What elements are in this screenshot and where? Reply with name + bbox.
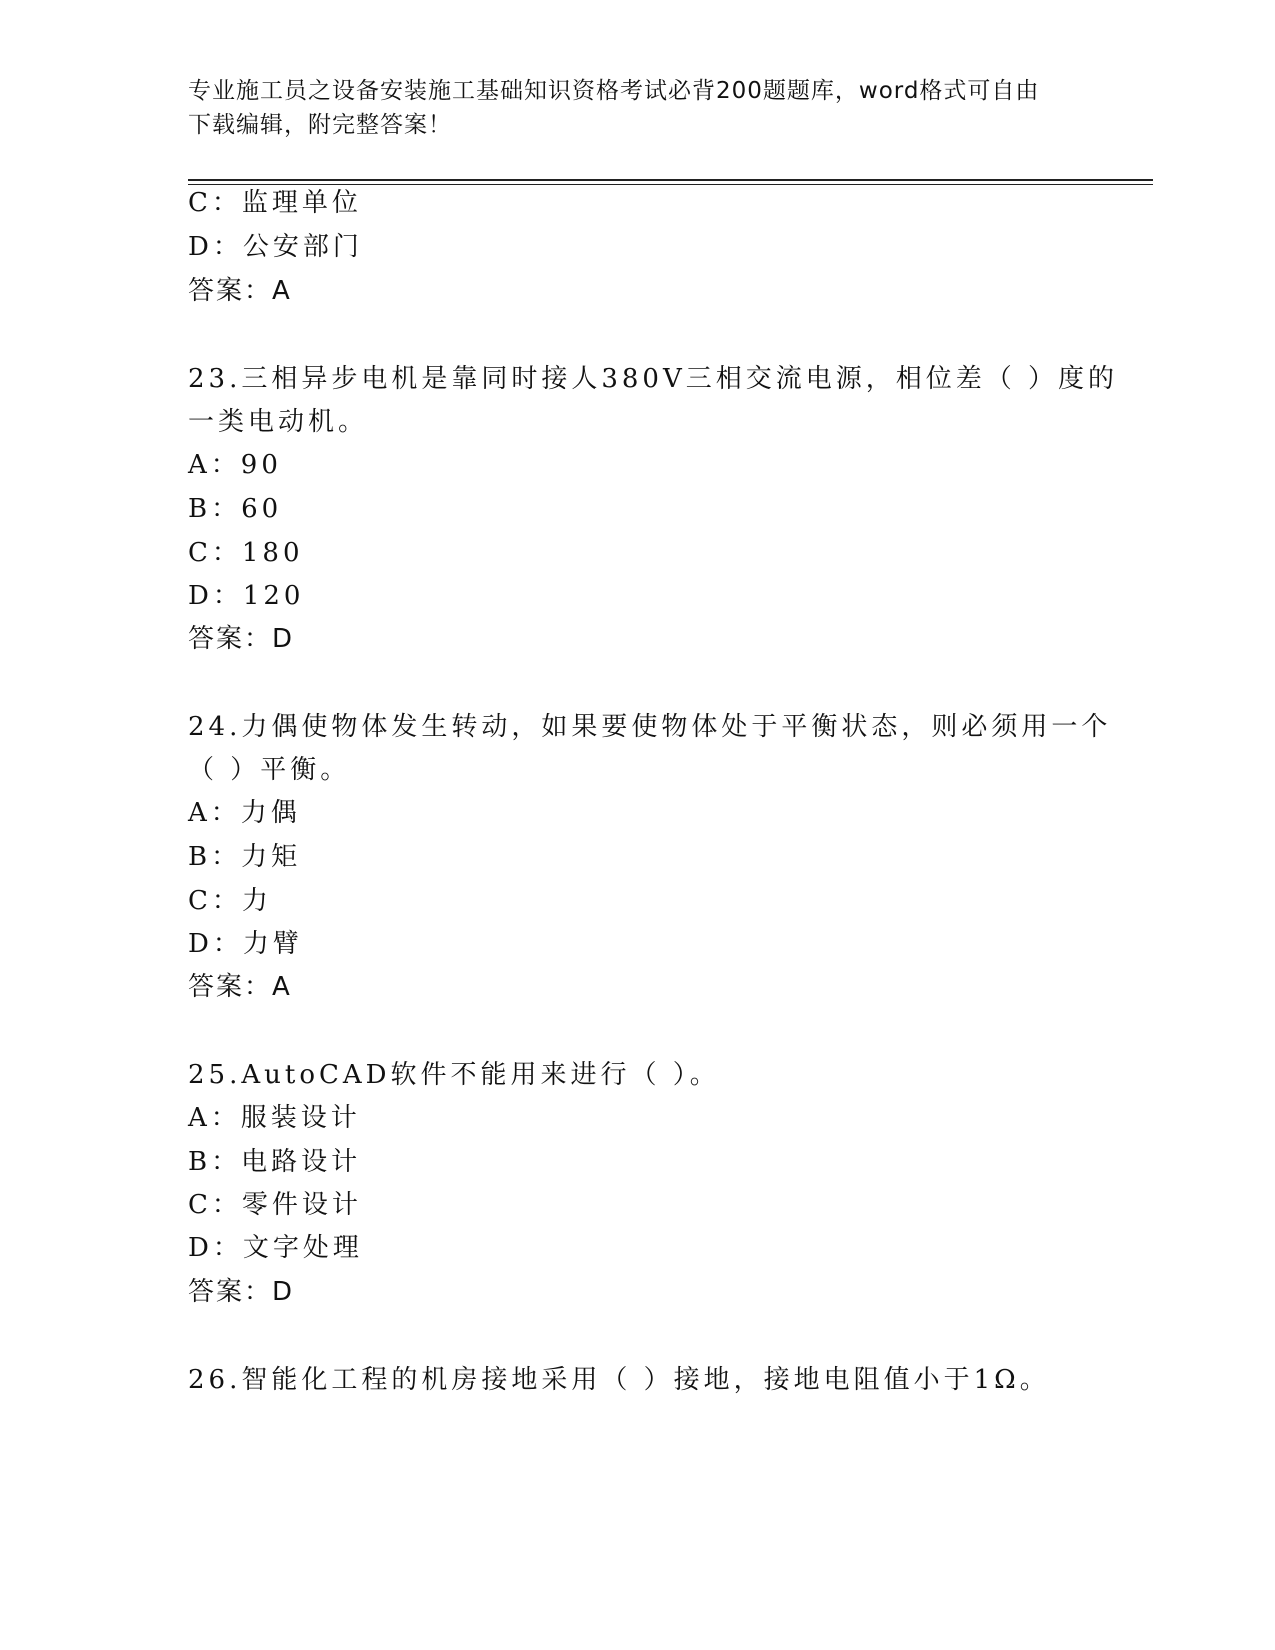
q24-option-b: B：力矩 <box>188 842 302 872</box>
q24-option-a: A：力偶 <box>188 798 301 828</box>
header-title-line-1: 专业施工员之设备安装施工基础知识资格考试必背200题题库，word格式可自由 <box>188 78 1040 104</box>
q23-option-d: D：120 <box>188 581 305 611</box>
q24-stem-line-1: 24.力偶使物体发生转动，如果要使物体处于平衡状态，则必须用一个 <box>188 712 1112 742</box>
document-header <box>188 74 1088 142</box>
q22-option-d: D：公安部门 <box>188 232 363 262</box>
q25-option-d: D：文字处理 <box>188 1233 363 1263</box>
q24-option-d: D：力臂 <box>188 929 303 959</box>
q23-option-c: C：180 <box>188 538 304 568</box>
q25-answer: 答案：D <box>188 1277 295 1307</box>
q22-option-c: C：监理单位 <box>188 188 362 218</box>
q25-stem-line-1: 25.AutoCAD软件不能用来进行（ ）。 <box>188 1060 720 1090</box>
q23-stem-line-2: 一类电动机。 <box>188 407 369 437</box>
q23-answer: 答案：D <box>188 624 295 654</box>
q24-option-c: C：力 <box>188 886 272 916</box>
q25-option-c: C：零件设计 <box>188 1190 362 1220</box>
q24-answer: 答案：A <box>188 972 292 1002</box>
q25-option-a: A：服装设计 <box>188 1103 361 1133</box>
header-divider-thin <box>188 184 1153 185</box>
q22-answer: 答案：A <box>188 276 292 306</box>
header-title-line-2: 下载编辑，附完整答案！ <box>188 112 452 138</box>
q24-stem-line-2: （ ）平衡。 <box>188 755 351 785</box>
q23-option-a: A：90 <box>188 450 282 480</box>
q23-stem-line-1: 23.三相异步电机是靠同时接人380V三相交流电源，相位差（ ）度的 <box>188 364 1119 394</box>
q26-stem-line-1: 26.智能化工程的机房接地采用（ ）接地，接地电阻值小于1Ω。 <box>188 1365 1050 1395</box>
header-divider-thick <box>188 179 1153 181</box>
q25-option-b: B：电路设计 <box>188 1147 362 1177</box>
q23-option-b: B：60 <box>188 494 283 524</box>
